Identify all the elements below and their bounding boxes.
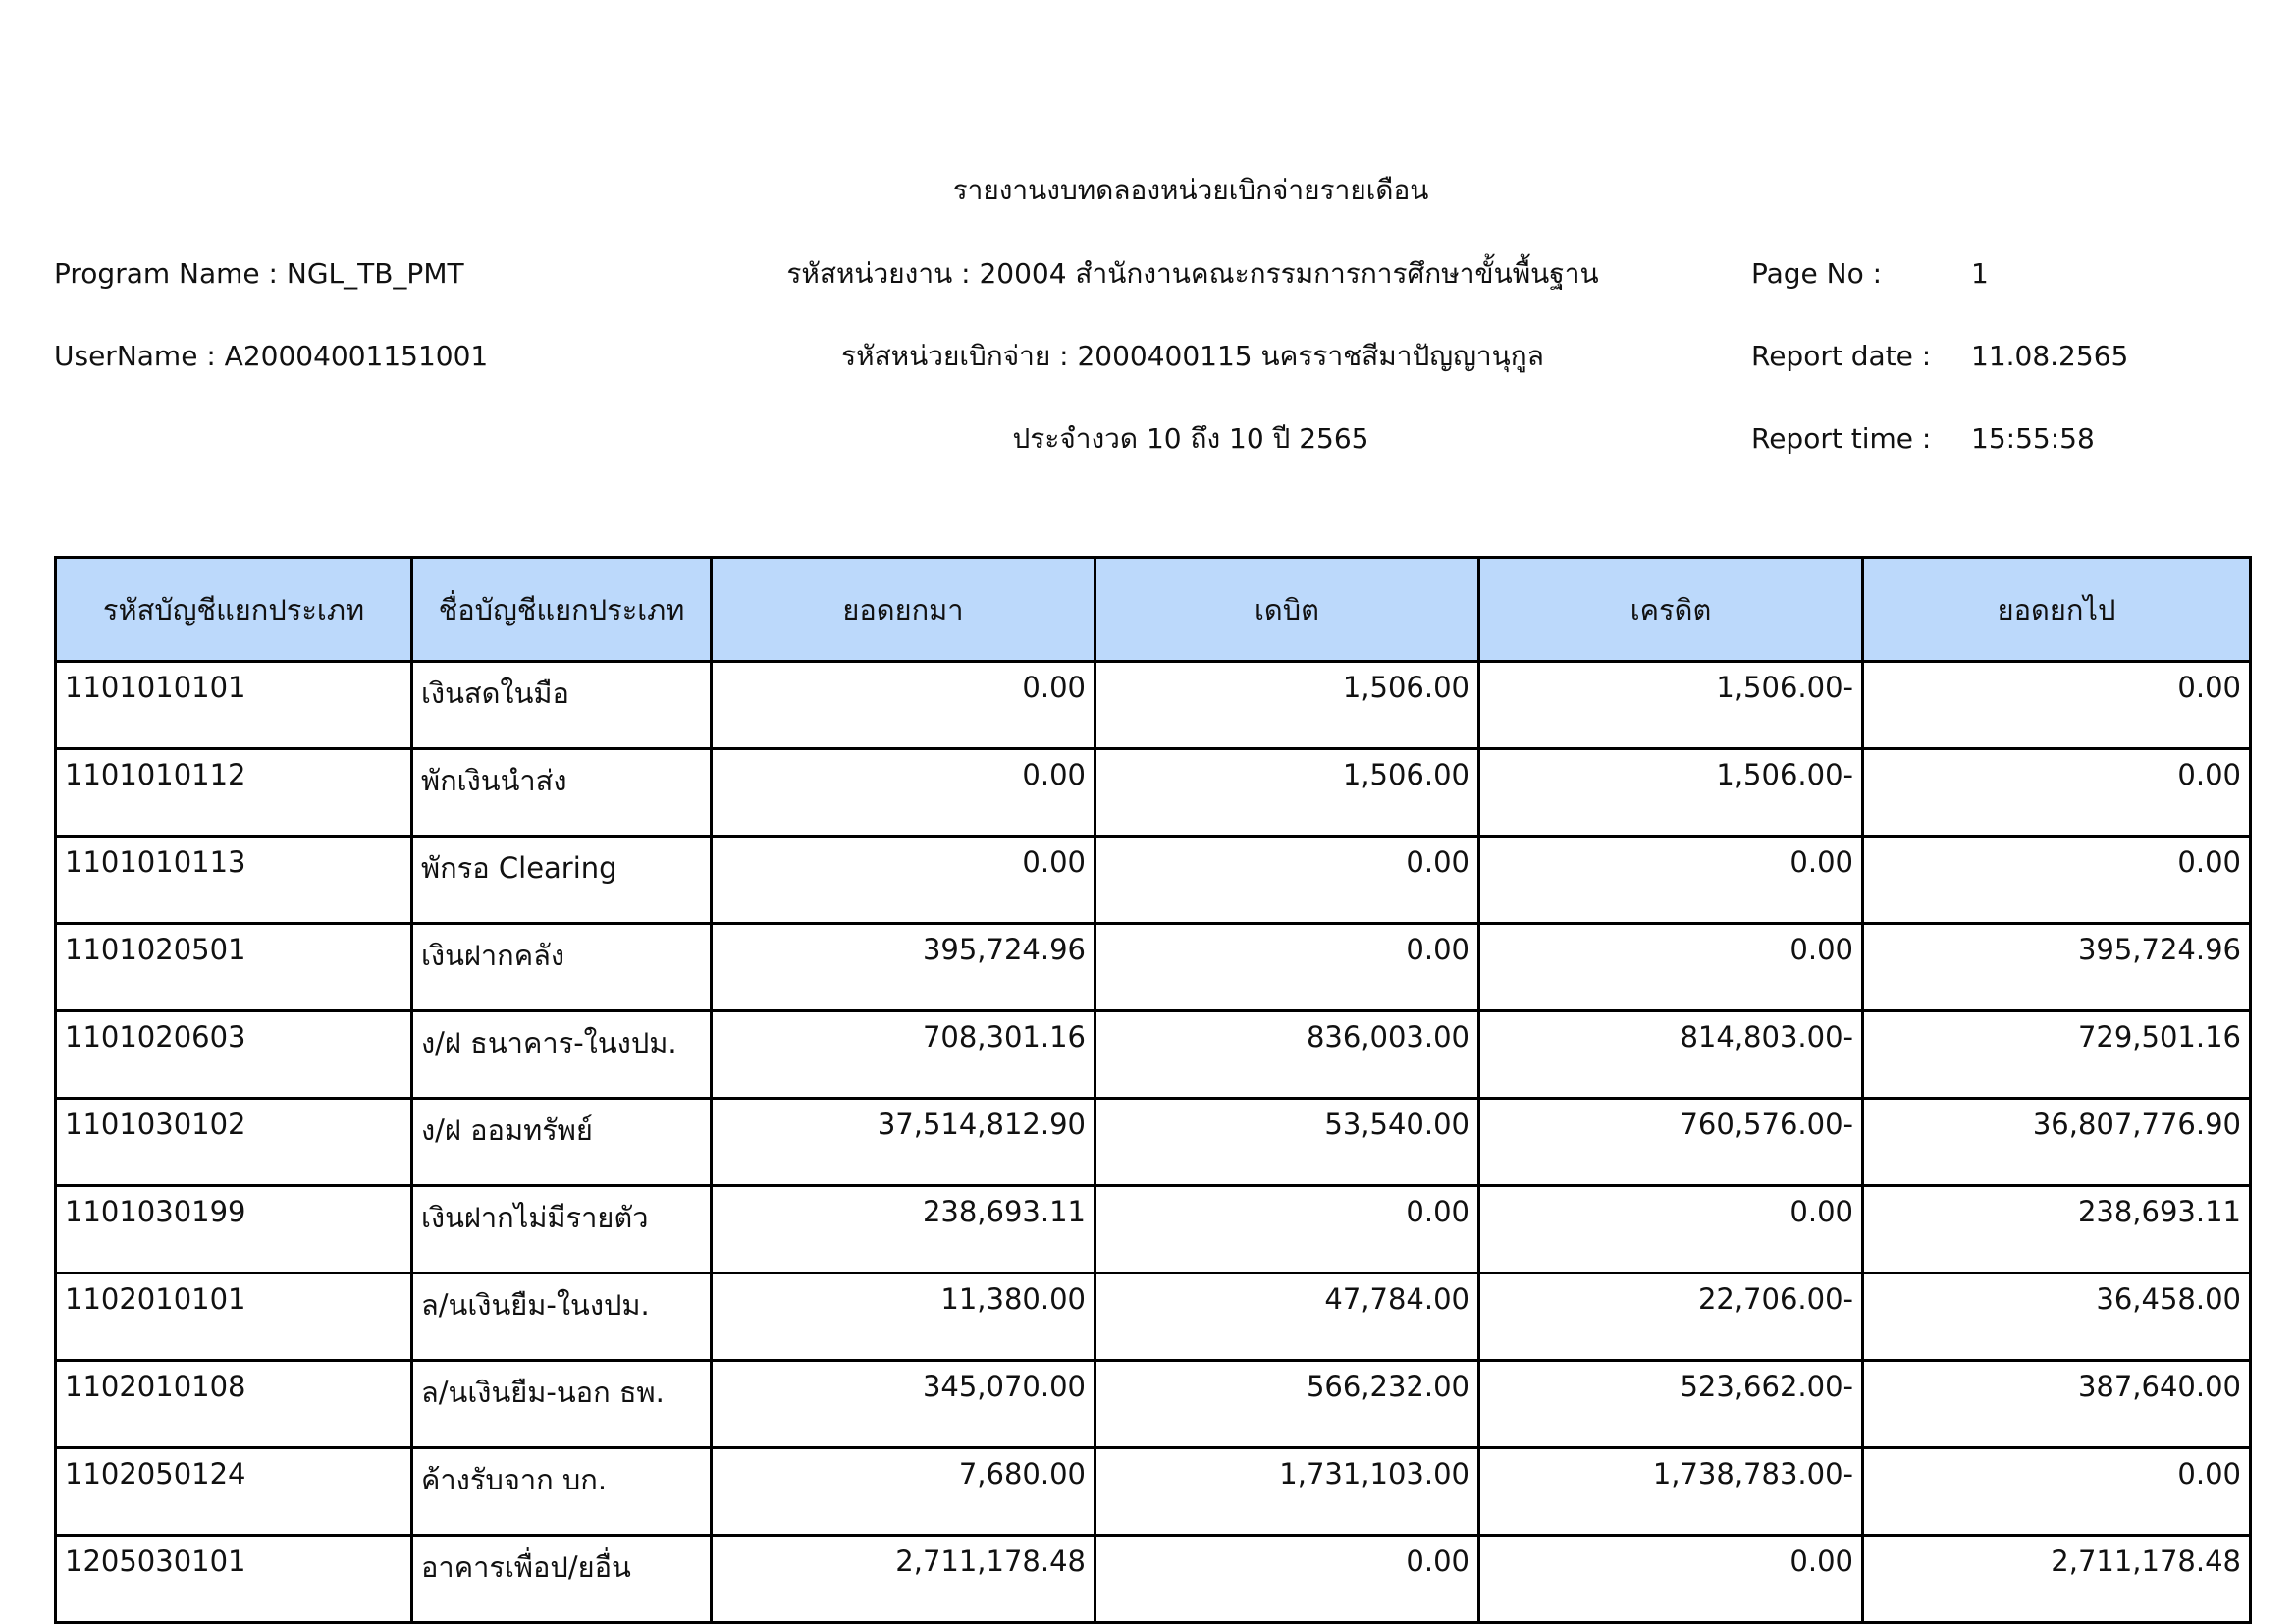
cell-opening-balance: 345,070.00	[712, 1361, 1095, 1448]
cell-account-code: 1101030199	[56, 1186, 412, 1273]
cell-opening-balance: 11,380.00	[712, 1273, 1095, 1361]
cell-credit: 523,662.00-	[1479, 1361, 1863, 1448]
cell-account-name: พักเงินนำส่ง	[412, 749, 712, 837]
cell-closing-balance: 0.00	[1863, 837, 2251, 924]
cell-debit: 1,506.00	[1095, 749, 1479, 837]
cell-closing-balance: 0.00	[1863, 749, 2251, 837]
table-row	[56, 1099, 2251, 1186]
cell-account-name: เงินฝากคลัง	[412, 924, 712, 1011]
column-header-credit: เครดิต	[1479, 558, 1863, 662]
cell-opening-balance: 7,680.00	[712, 1448, 1095, 1536]
table-header-row	[56, 558, 2251, 662]
table-row	[56, 1011, 2251, 1099]
cell-account-name: ง/ฝ ธนาคาร-ในงปม.	[412, 1011, 712, 1099]
cell-debit: 1,731,103.00	[1095, 1448, 1479, 1536]
program-name: Program Name : NGL_TB_PMT	[54, 257, 464, 290]
cell-debit: 0.00	[1095, 1536, 1479, 1623]
report-title: รายงานงบทดลองหน่วยเบิกจ่ายรายเดือน	[952, 174, 1429, 206]
cell-debit: 53,540.00	[1095, 1099, 1479, 1186]
cell-account-name: ล/นเงินยืม-ในงปม.	[412, 1273, 712, 1361]
cell-closing-balance: 0.00	[1863, 662, 2251, 749]
table-row	[56, 1186, 2251, 1273]
cell-closing-balance: 729,501.16	[1863, 1011, 2251, 1099]
report-time-value: 15:55:58	[1971, 422, 2095, 455]
cell-account-code: 1101010113	[56, 837, 412, 924]
cell-account-code: 1205030101	[56, 1536, 412, 1623]
cell-account-name: เงินสดในมือ	[412, 662, 712, 749]
column-header-account-code: รหัสบัญชีแยกประเภท	[56, 558, 412, 662]
cell-account-code: 1102050124	[56, 1448, 412, 1536]
cell-credit: 760,576.00-	[1479, 1099, 1863, 1186]
table-row	[56, 1536, 2251, 1623]
cell-closing-balance: 238,693.11	[1863, 1186, 2251, 1273]
cell-debit: 566,232.00	[1095, 1361, 1479, 1448]
agency-line: รหัสหน่วยงาน : 20004 สำนักงานคณะกรรมการการศึกษาขั้นพื้นฐาน	[786, 257, 1599, 290]
trial-balance-table	[54, 556, 2252, 1624]
table-row	[56, 924, 2251, 1011]
page-no-label: Page No :	[1751, 257, 1883, 290]
cell-closing-balance: 36,807,776.90	[1863, 1099, 2251, 1186]
column-header-account-name: ชื่อบัญชีแยกประเภท	[412, 558, 712, 662]
cell-debit: 0.00	[1095, 924, 1479, 1011]
cell-opening-balance: 708,301.16	[712, 1011, 1095, 1099]
cell-account-code: 1101020501	[56, 924, 412, 1011]
period-line: ประจำงวด 10 ถึง 10 ปี 2565	[1012, 422, 1369, 455]
user-name: UserName : A20004001151001	[54, 340, 489, 372]
cell-credit: 0.00	[1479, 1536, 1863, 1623]
report-date-label: Report date :	[1751, 340, 1932, 372]
cell-credit: 22,706.00-	[1479, 1273, 1863, 1361]
cell-account-name: ล/นเงินยืม-นอก ธพ.	[412, 1361, 712, 1448]
column-header-opening-balance: ยอดยกมา	[712, 558, 1095, 662]
cell-credit: 0.00	[1479, 837, 1863, 924]
disbursing-unit-line: รหัสหน่วยเบิกจ่าย : 2000400115 นครราชสีมาปัญญานุกูล	[841, 340, 1544, 372]
cell-closing-balance: 2,711,178.48	[1863, 1536, 2251, 1623]
cell-account-name: ง/ฝ ออมทรัพย์	[412, 1099, 712, 1186]
table-row	[56, 1361, 2251, 1448]
cell-account-code: 1101020603	[56, 1011, 412, 1099]
cell-account-name: เงินฝากไม่มีรายตัว	[412, 1186, 712, 1273]
cell-account-code: 1101010101	[56, 662, 412, 749]
cell-account-code: 1102010108	[56, 1361, 412, 1448]
cell-opening-balance: 238,693.11	[712, 1186, 1095, 1273]
cell-closing-balance: 36,458.00	[1863, 1273, 2251, 1361]
cell-credit: 1,506.00-	[1479, 749, 1863, 837]
table-row	[56, 749, 2251, 837]
cell-closing-balance: 0.00	[1863, 1448, 2251, 1536]
cell-account-code: 1101030102	[56, 1099, 412, 1186]
page-no-value: 1	[1971, 257, 1989, 290]
table-row	[56, 1273, 2251, 1361]
cell-closing-balance: 395,724.96	[1863, 924, 2251, 1011]
cell-opening-balance: 0.00	[712, 749, 1095, 837]
column-header-closing-balance: ยอดยกไป	[1863, 558, 2251, 662]
cell-debit: 0.00	[1095, 837, 1479, 924]
cell-account-code: 1102010101	[56, 1273, 412, 1361]
cell-debit: 1,506.00	[1095, 662, 1479, 749]
cell-account-name: พักรอ Clearing	[412, 837, 712, 924]
cell-opening-balance: 0.00	[712, 662, 1095, 749]
report-time-label: Report time :	[1751, 422, 1932, 455]
cell-account-name: ค้างรับจาก บก.	[412, 1448, 712, 1536]
table-row	[56, 837, 2251, 924]
cell-account-code: 1101010112	[56, 749, 412, 837]
cell-account-name: อาคารเพื่อป/ยอื่น	[412, 1536, 712, 1623]
table-row	[56, 662, 2251, 749]
column-header-debit: เดบิต	[1095, 558, 1479, 662]
cell-opening-balance: 395,724.96	[712, 924, 1095, 1011]
cell-credit: 814,803.00-	[1479, 1011, 1863, 1099]
cell-opening-balance: 2,711,178.48	[712, 1536, 1095, 1623]
cell-credit: 1,506.00-	[1479, 662, 1863, 749]
cell-closing-balance: 387,640.00	[1863, 1361, 2251, 1448]
cell-credit: 0.00	[1479, 924, 1863, 1011]
cell-credit: 0.00	[1479, 1186, 1863, 1273]
report-date-value: 11.08.2565	[1971, 340, 2129, 372]
cell-debit: 0.00	[1095, 1186, 1479, 1273]
cell-opening-balance: 37,514,812.90	[712, 1099, 1095, 1186]
table-row	[56, 1448, 2251, 1536]
cell-credit: 1,738,783.00-	[1479, 1448, 1863, 1536]
cell-opening-balance: 0.00	[712, 837, 1095, 924]
cell-debit: 836,003.00	[1095, 1011, 1479, 1099]
cell-debit: 47,784.00	[1095, 1273, 1479, 1361]
